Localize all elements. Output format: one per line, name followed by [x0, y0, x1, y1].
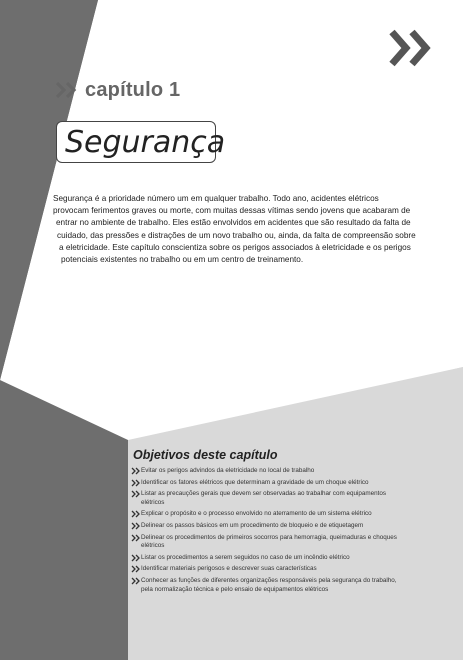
objectives-list [131, 467, 406, 597]
objective-text: Identificar os fatores elétricos que determinam a gravidade de um choque elétrico [141, 478, 369, 486]
chapter-title-box [56, 121, 226, 163]
list-item [131, 554, 406, 563]
list-item [131, 510, 406, 519]
chapter-label: capítulo 1 [85, 78, 181, 101]
objective-text: Listar os procedimentos a serem seguidos no caso de um incêndio elétrico [141, 553, 350, 561]
objective-text: Delinear os passos básicos em um procedimento de bloqueio e de etiquetagem [141, 521, 364, 529]
double-chevron-icon [388, 28, 436, 68]
dark-lower-wedge [0, 380, 128, 660]
double-chevron-icon [55, 81, 77, 99]
double-chevron-icon [131, 534, 141, 542]
double-chevron-icon [131, 565, 141, 573]
intro-line: provocam ferimentos graves ou morte, com muitas dessas vítimas sendo jovens que acabaram de [53, 206, 411, 215]
list-item [131, 479, 406, 488]
objective-text: Identificar materiais perigosos e descrever suas características [141, 565, 317, 573]
objective-text: Listar as precauções gerais que devem ser observadas ao trabalhar com equipamentos elétricos [141, 490, 387, 506]
list-item [131, 490, 406, 507]
objective-text: Explicar o propósito e o processo envolvido no aterramento de um sistema elétrico [141, 510, 372, 518]
double-chevron-icon [131, 467, 141, 475]
double-chevron-icon [131, 577, 141, 585]
double-chevron-icon [131, 490, 141, 498]
list-item [131, 565, 406, 574]
intro-line: potenciais existentes no trabalho ou em um centro de treinamento. [61, 255, 304, 264]
chapter-heading [55, 78, 180, 102]
list-item [131, 534, 406, 551]
chapter-title: Segurança [65, 124, 226, 160]
double-chevron-icon [131, 510, 141, 518]
double-chevron-icon [131, 522, 141, 530]
objective-text: Evitar os perigos advindos da eletricidade no local de trabalho [141, 467, 315, 474]
objective-text: Conhecer as funções de diferentes organizações responsáveis pela segurança do trabalho, pela normalização técnica e pelo ensaio de equipamentos elétricos [141, 576, 397, 593]
double-chevron-icon [131, 554, 141, 562]
list-item [131, 467, 406, 476]
intro-line: entrar no ambiente de trabalho. Eles estão envolvidos em acidentes que são resultado da falta de [56, 218, 411, 227]
objective-text: Delinear os procedimentos de primeiros socorros para hemorragia, queimaduras e choques elétricos [141, 533, 397, 550]
dark-lower-left-band [0, 0, 98, 380]
list-item [131, 577, 406, 594]
list-item [131, 522, 406, 531]
double-chevron-icon [131, 479, 141, 487]
intro-line: cuidado, das pressões e distrações de um novo trabalho ou, ainda, da falta de compreensão sobre [57, 231, 416, 240]
intro-line: a eletricidade. Este capítulo conscientiza sobre os perigos associados à eletricidade e os perigos [59, 243, 411, 252]
intro-line: Segurança é a prioridade número um em qualquer trabalho. Todo ano, acidentes elétricos [53, 194, 379, 203]
objectives-title: Objetivos deste capítulo [133, 448, 278, 462]
